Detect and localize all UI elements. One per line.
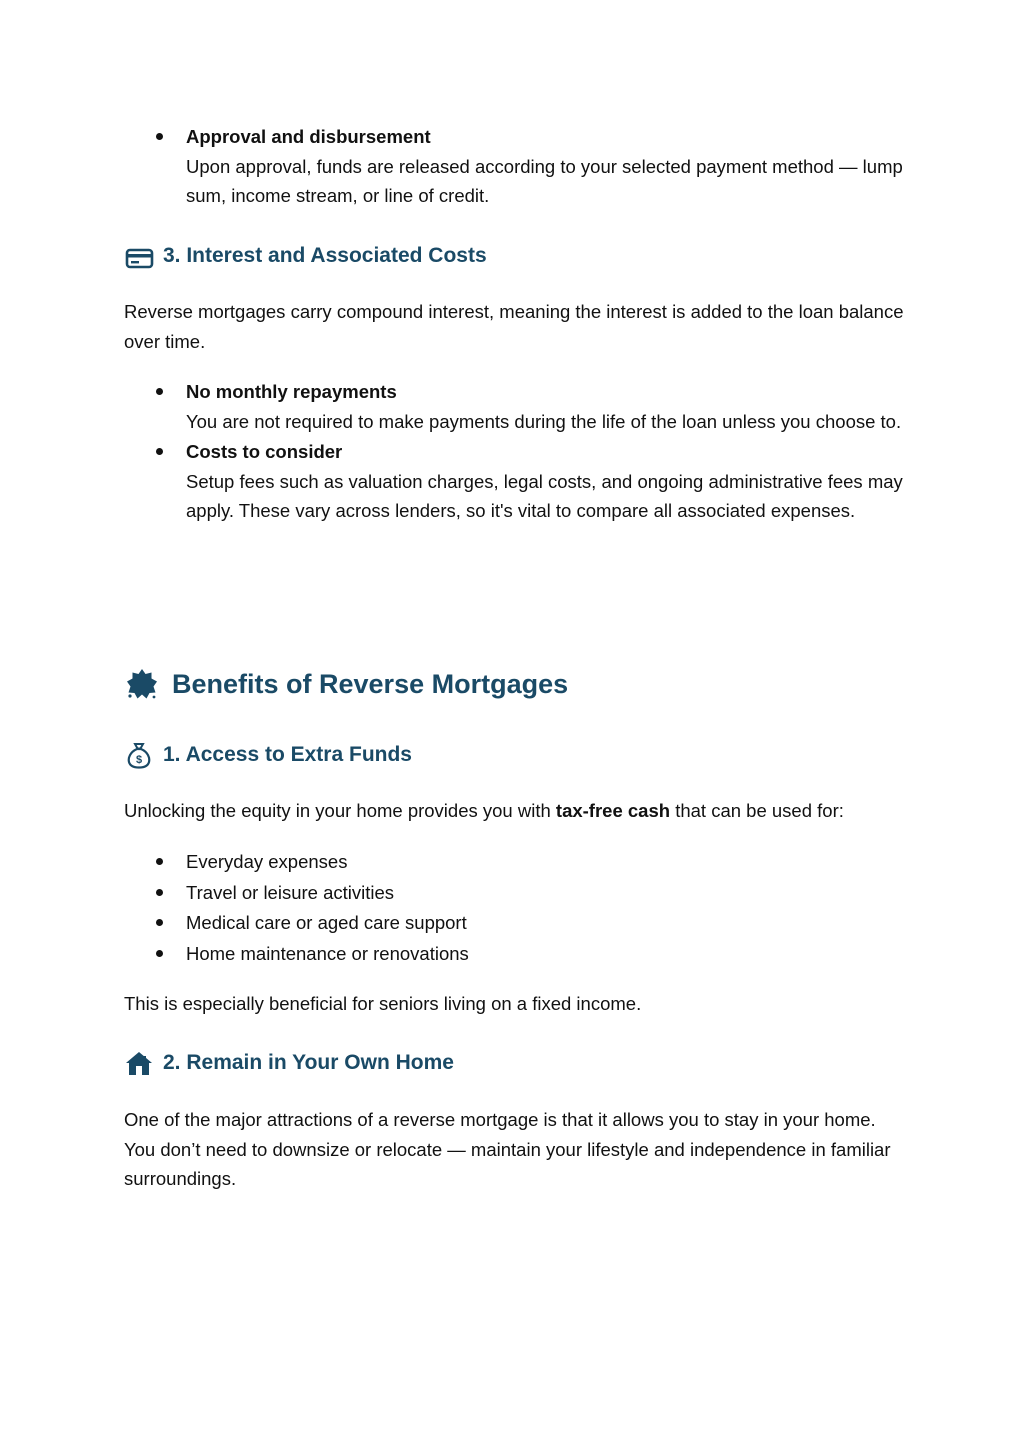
list-item <box>124 377 904 436</box>
bullet-text: Upon approval, funds are released according to your selected payment method — lump sum, income stream, or line of credit. <box>186 155 903 206</box>
home-text: One of the major attractions of a reverse mortgage is that it allows you to stay in your home. You don’t need to downsize or relocate — maintain your lifestyle and independence in familiar surroundings. <box>124 1109 891 1189</box>
interest-list <box>124 377 904 526</box>
funds-intro-after: that can be used for: <box>670 800 844 821</box>
home-heading-text: 2. Remain in Your Own Home <box>163 1051 454 1074</box>
list-item: Everyday expenses <box>124 847 904 878</box>
bullet-text: Setup fees such as valuation charges, legal costs, and ongoing administrative fees may apply. These vary across lenders, so it's vital to compare all associated expenses. <box>186 470 903 521</box>
funds-closing: This is especially beneficial for seniors living on a fixed income. <box>124 993 642 1014</box>
funds-intro-before: Unlocking the equity in your home provides you with <box>124 800 556 821</box>
money-bag-icon <box>124 740 154 770</box>
funds-heading-text: 1. Access to Extra Funds <box>163 743 412 766</box>
funds-list <box>124 847 904 969</box>
interest-intro: Reverse mortgages carry compound interest, meaning the interest is added to the loan balance over time. <box>124 301 904 352</box>
home-heading <box>124 1048 454 1078</box>
approval-list <box>124 122 904 211</box>
list-item <box>124 122 904 211</box>
funds-heading <box>124 740 412 770</box>
list-item <box>124 437 904 526</box>
bullet-title: Costs to consider <box>186 441 343 462</box>
list-item: Medical care or aged care support <box>124 908 904 939</box>
svg-text:$: $ <box>135 754 143 766</box>
interest-heading <box>124 241 487 271</box>
benefits-heading-text: Benefits of Reverse Mortgages <box>172 668 569 699</box>
sparkle-badge-icon <box>124 666 160 702</box>
credit-card-icon <box>124 241 154 271</box>
house-icon <box>124 1048 154 1078</box>
funds-intro <box>124 796 904 826</box>
funds-intro-bold: tax-free cash <box>555 800 671 821</box>
bullet-text: You are not required to make payments during the life of the loan unless you choose to. <box>186 410 902 432</box>
bullet-title: No monthly repayments <box>186 381 397 402</box>
list-item: Travel or leisure activities <box>124 878 904 909</box>
interest-heading-text: 3. Interest and Associated Costs <box>163 244 487 267</box>
list-item: Home maintenance or renovations <box>124 939 904 970</box>
benefits-heading <box>124 666 568 702</box>
bullet-title: Approval and disbursement <box>186 126 431 147</box>
